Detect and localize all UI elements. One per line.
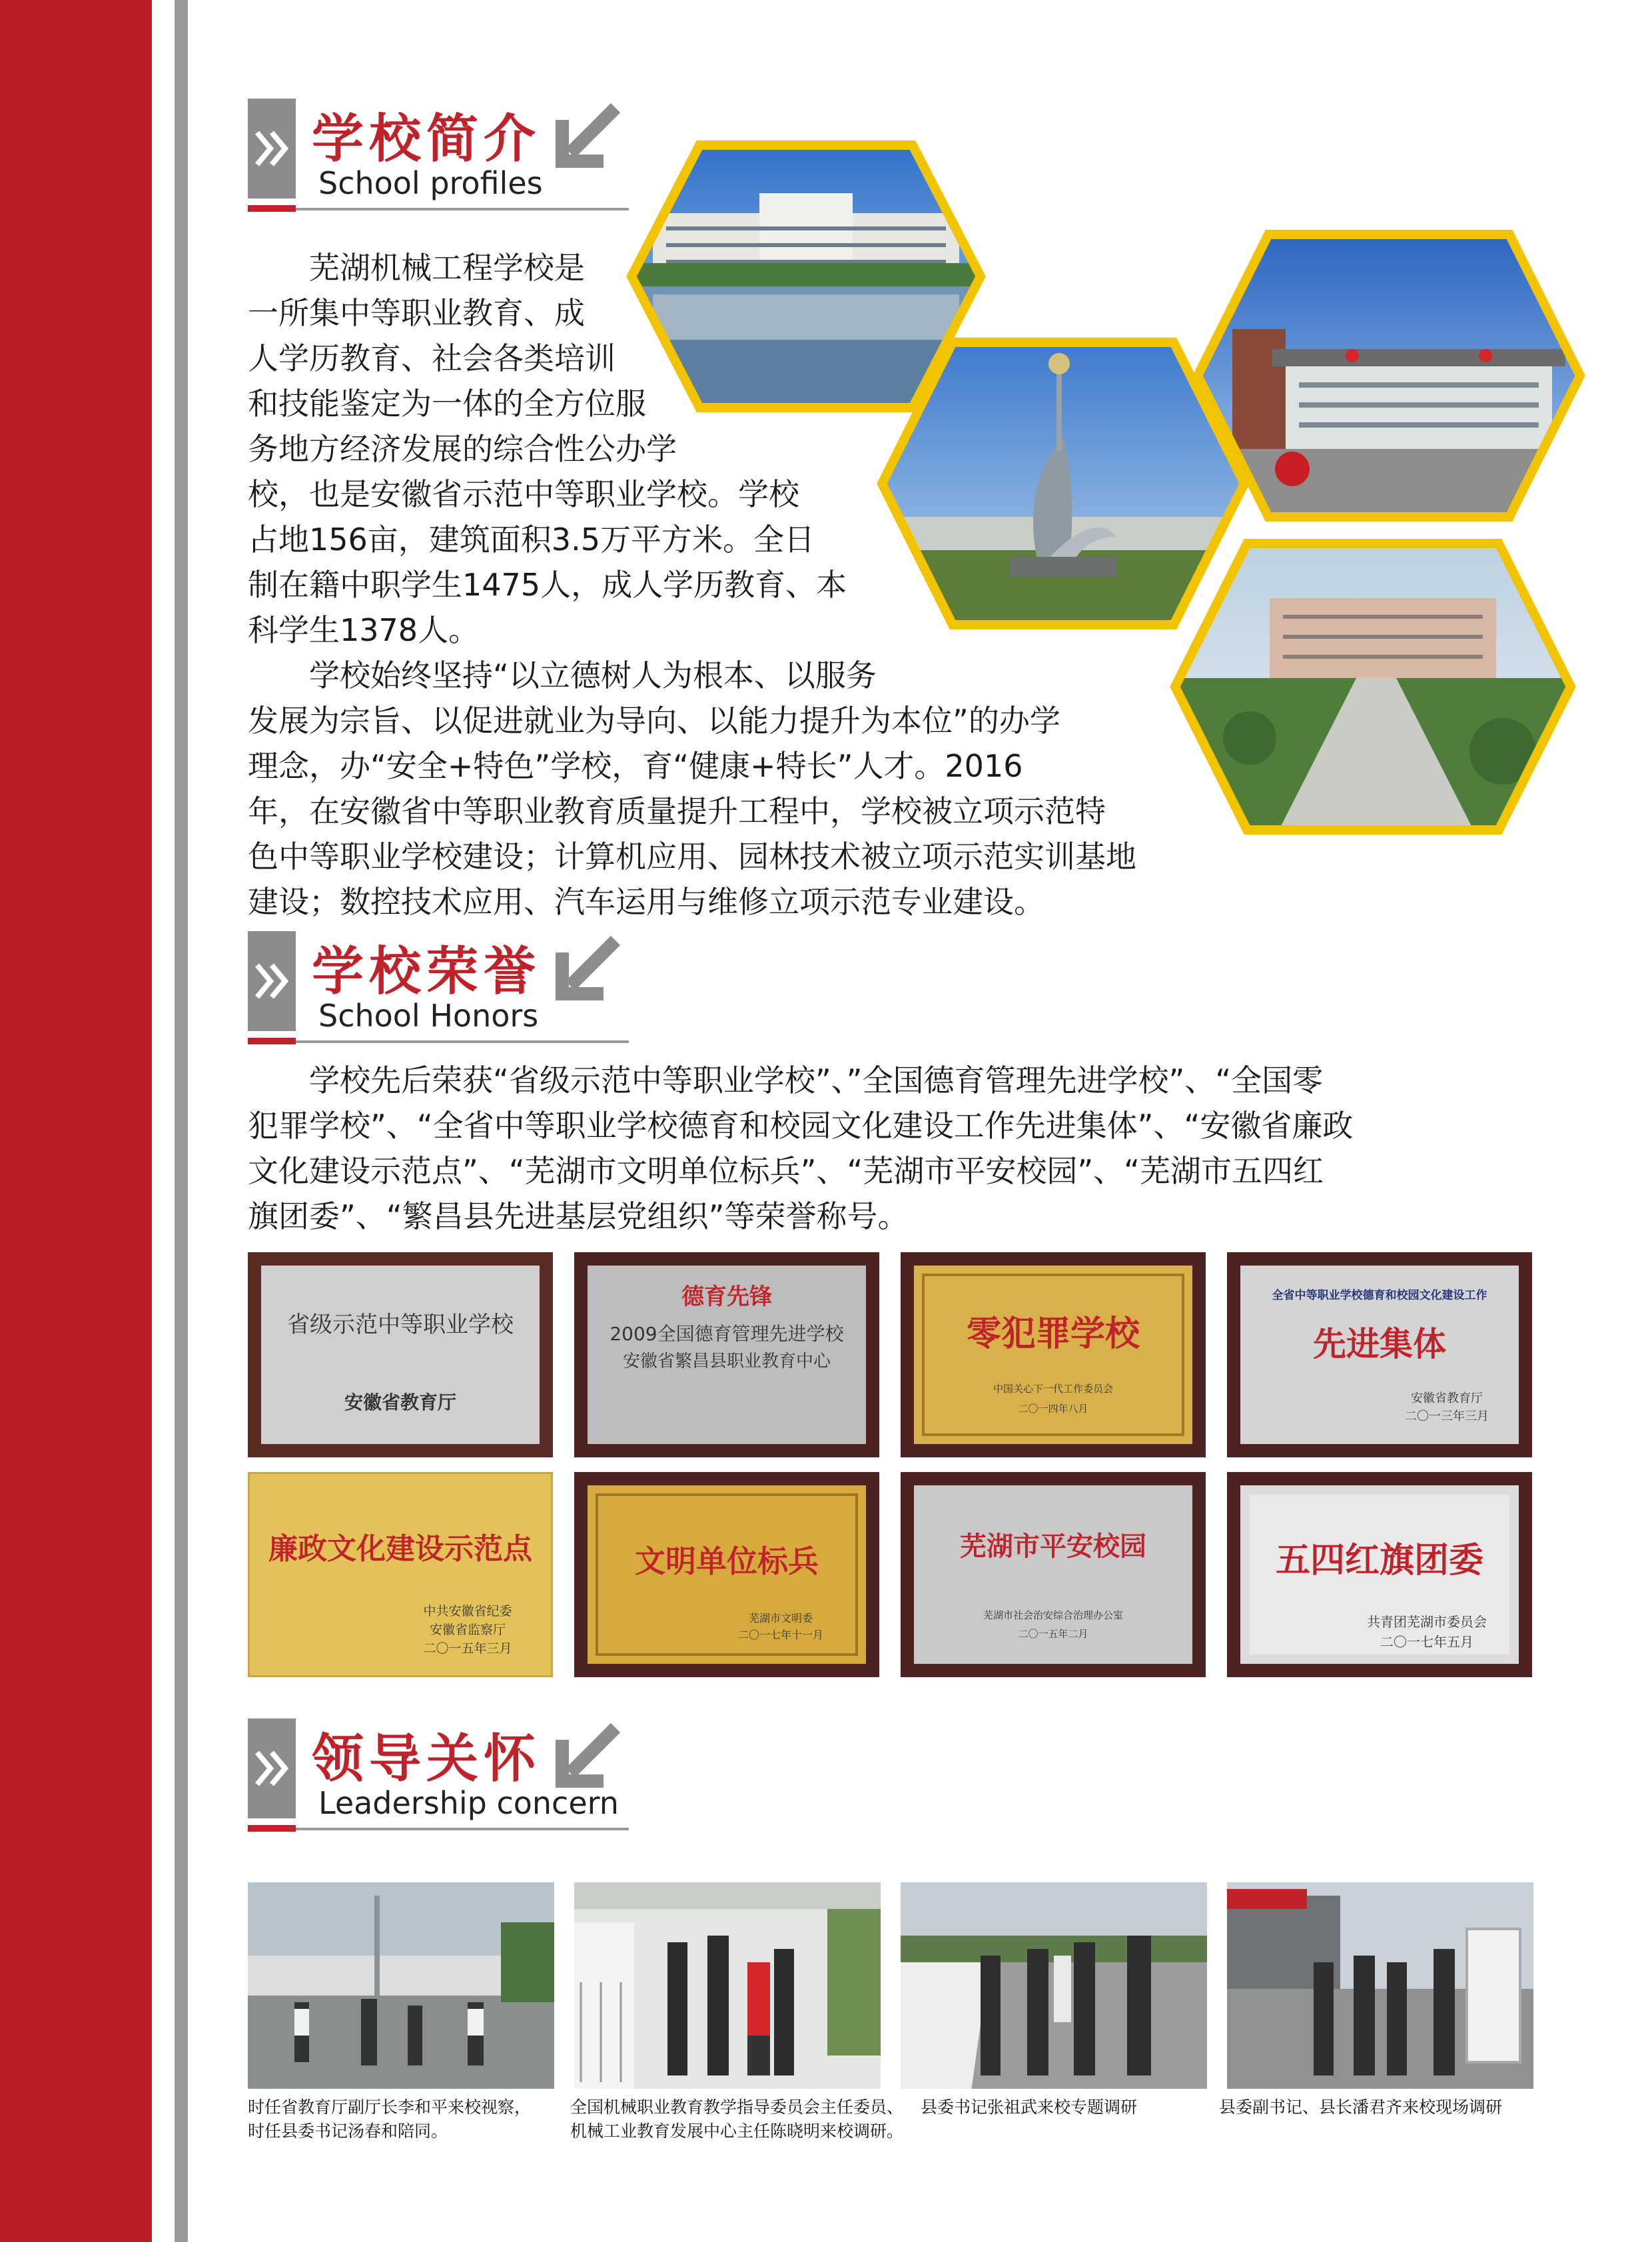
caption-line: 机械工业教育发展中心主任陈晓明来校调研。 [570,2121,904,2141]
plaque-issuer: 安徽省教育厅 [1411,1391,1483,1405]
plaque-main-text: 廉政文化建设示范点 [268,1532,532,1566]
section-header-leadership [248,1718,647,1838]
underline-grey [296,1040,629,1043]
caption-line: 时任省教育厅副厅长李和平来校视察， [248,2097,532,2117]
text-line: 占地156亩，建筑面积3.5万平方米。全日 [248,522,815,558]
plaque-main-text: 2009全国德育管理先进学校 [610,1323,844,1345]
text-line: 务地方经济发展的综合性公办学 [248,431,677,467]
section-title-cn: 学校简介 [312,109,542,169]
plaque-advanced-collective [1227,1252,1532,1457]
arrow-down-left-icon [556,934,622,1000]
section-title-cn: 领导关怀 [312,1729,542,1789]
plaque-safe-campus [901,1472,1206,1677]
double-chevron-icon [253,961,290,1001]
plaque-integrity-culture [248,1472,553,1677]
plaque-main-text: 先进集体 [1313,1324,1446,1363]
plaque-issuer: 中共安徽省纪委 [423,1604,512,1619]
underline-grey [296,208,629,210]
double-chevron-icon [253,1748,290,1788]
plaque-civilized-unit [574,1472,879,1677]
photo-caption [1219,2095,1502,2119]
plaque-issuer: 芜湖市文明委 [748,1612,813,1625]
plaque-date: 二〇一七年十一月 [737,1629,824,1641]
plaque-may-fourth-red-flag [1227,1472,1532,1677]
plaque-provincial-model-school [248,1252,553,1457]
plaque-date: 二〇一五年三月 [423,1641,512,1656]
section-title-cn: 学校荣誉 [312,942,542,1002]
photo-national-committee-visit [574,1882,881,2089]
underline-red [248,1038,296,1044]
text-line: 人学历教育、社会各类培训 [248,340,616,376]
plaque-main-text: 芜湖市平安校园 [960,1531,1146,1562]
text-line: 芜湖机械工程学校是 [248,250,585,286]
chevron-box [248,99,296,198]
plaque-zero-crime-school [901,1252,1206,1457]
text-line: 制在籍中职学生1475人，成人学历教育、本 [248,567,847,603]
caption-line: 时任县委书记汤春和陪同。 [248,2121,448,2141]
text-line: 建设；数控技术应用、汽车运用与维修立项示范专业建设。 [248,884,1044,920]
photo-caption [248,2095,531,2143]
text-line: 发展为宗旨、以促进就业为导向、以能力提升为本位”的办学 [248,703,1060,739]
plaque-main-text: 五四红旗团委 [1275,1541,1484,1581]
caption-line: 县委副书记、县长潘君齐来校现场调研 [1219,2097,1503,2117]
plaque-main-text: 零犯罪学校 [966,1313,1140,1354]
left-red-band [0,0,152,2242]
photo-caption [570,2095,903,2143]
plaque-top-text: 全省中等职业学校德育和校园文化建设工作 [1272,1289,1487,1302]
arrow-down-left-icon [556,101,622,168]
section-title-en: Leadership concern [318,1785,619,1821]
plaque-top-text: 德育先锋 [681,1284,772,1310]
section-header-honors [248,931,647,1051]
left-grey-stripe [175,0,188,2242]
plaque-sub-text: 安徽省繁昌县职业教育中心 [622,1351,831,1371]
campus-photo-courtyard [1170,538,1576,835]
chevron-box [248,1718,296,1818]
plaque-main-text: 文明单位标兵 [635,1543,819,1579]
text-line: 旗团委”、“繁昌县先进基层党组织”等荣誉称号。 [248,1198,909,1234]
honors-paragraph [248,1058,1353,1239]
underline-red [248,1825,296,1832]
caption-line: 全国机械职业教育教学指导委员会主任委员、 [570,2097,904,2117]
text-line: 犯罪学校”、“全省中等职业学校德育和校园文化建设工作先进集体”、“安徽省廉政 [248,1108,1354,1144]
plaque-date: 二〇一四年八月 [1018,1403,1088,1415]
photo-provincial-visit [248,1882,554,2089]
text-line: 文化建设示范点”、“芜湖市文明单位标兵”、“芜湖市平安校园”、“芜湖市五四红 [248,1153,1324,1189]
campus-photo-main-gate [1192,229,1585,522]
underline-red [248,205,296,212]
plaque-issuer-2: 安徽省监察厅 [429,1623,506,1637]
photo-caption [921,2095,1137,2119]
plaque-issuer: 共青团芜湖市委员会 [1367,1614,1487,1630]
plaque-date: 二〇一五年二月 [1018,1628,1088,1640]
photo-county-secretary-visit [901,1882,1207,2089]
text-line: 一所集中等职业教育、成 [248,295,585,331]
plaque-moral-education-advanced [574,1252,879,1457]
section-title-en: School Honors [318,998,539,1034]
text-line: 色中等职业学校建设；计算机应用、园林技术被立项示范实训基地 [248,839,1136,875]
chevron-box [248,931,296,1031]
underline-grey [296,1828,629,1830]
text-line: 科学生1378人。 [248,612,480,648]
plaque-date: 二〇一三年三月 [1405,1409,1489,1423]
section-title-en: School profiles [318,165,543,201]
plaque-main-text: 省级示范中等职业学校 [287,1311,514,1338]
arrow-down-left-icon [556,1721,622,1788]
plaque-issuer: 中国关心下一代工作委员会 [993,1383,1114,1395]
photo-county-mayor-visit [1227,1882,1533,2089]
section-header-profiles [248,99,647,218]
text-line: 学校始终坚持“以立德树人为根本、以服务 [248,657,877,693]
text-line: 校，也是安徽省示范中等职业学校。学校 [248,476,799,512]
plaque-issuer: 安徽省教育厅 [344,1391,457,1413]
text-line: 年，在安徽省中等职业教育质量提升工程中，学校被立项示范特 [248,793,1106,829]
plaque-date: 二〇一七年五月 [1380,1634,1473,1650]
text-line: 学校先后荣获“省级示范中等职业学校”、”全国德育管理先进学校”、“全国零 [248,1062,1324,1098]
text-line: 理念，办“安全+特色”学校，育“健康+特长”人才。2016 [248,748,1023,784]
double-chevron-icon [253,129,290,169]
caption-line: 县委书记张祖武来校专题调研 [921,2097,1138,2117]
text-line: 和技能鉴定为一体的全方位服 [248,386,646,422]
plaque-issuer: 芜湖市社会治安综合治理办公室 [983,1609,1124,1621]
